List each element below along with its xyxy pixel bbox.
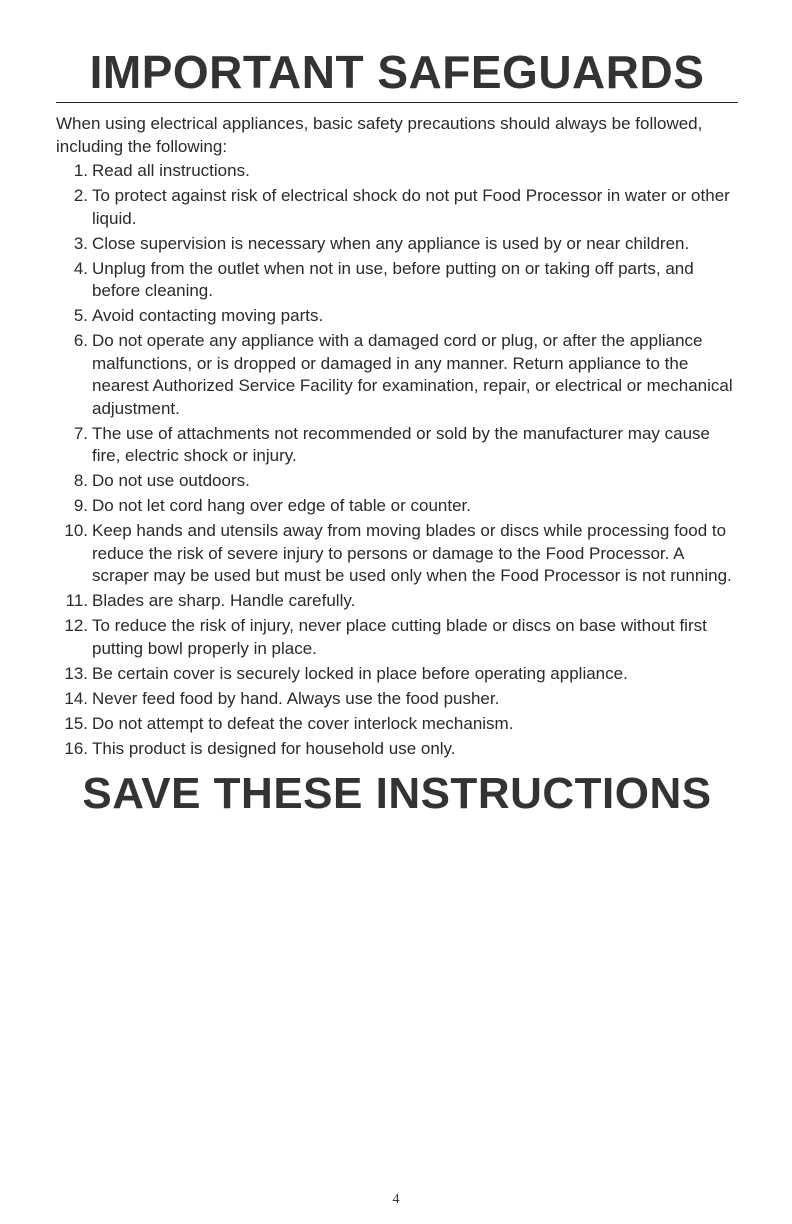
item-number: 5.	[73, 306, 88, 325]
list-item	[56, 688, 738, 711]
item-text: Never feed food by hand. Always use the food pusher.	[92, 688, 500, 708]
page-title: IMPORTANT SAFEGUARDS	[56, 44, 738, 103]
list-item	[56, 470, 738, 493]
list-item	[56, 615, 738, 660]
item-number: 8.	[73, 471, 88, 490]
item-number: 10.	[64, 521, 88, 540]
page-number: 4	[392, 1192, 400, 1207]
item-number: 3.	[73, 233, 88, 253]
item-number: 11.	[65, 591, 88, 610]
item-number: 1.	[73, 161, 88, 180]
intro-paragraph: When using electrical appliances, basic safety precautions should always be followed, including the following:	[56, 114, 703, 156]
item-text: Unplug from the outlet when not in use, before putting on or taking off parts, and before cleaning.	[92, 258, 694, 300]
item-text: Avoid contacting moving parts.	[92, 306, 324, 325]
safeguards-page	[56, 44, 738, 820]
item-text: Be certain cover is securely locked in place before operating appliance.	[92, 663, 628, 683]
list-item	[56, 305, 738, 328]
item-number: 14.	[64, 688, 88, 708]
item-text: Blades are sharp. Handle carefully.	[92, 591, 356, 610]
item-number: 7.	[73, 423, 88, 443]
item-text: Do not operate any appliance with a damaged cord or plug, or after the appliance malfunctions, or is dropped or damaged in any manner. Return appliance to the nearest Authorized Service Facility for examination, repair, or electrical or mechanical adjustment.	[92, 331, 733, 418]
list-item	[56, 713, 738, 736]
item-text: Read all instructions.	[92, 161, 250, 180]
list-item	[56, 520, 738, 588]
item-number: 6.	[73, 331, 88, 350]
item-text: Do not use outdoors.	[92, 471, 250, 490]
item-text: Close supervision is necessary when any appliance is used by or near children.	[92, 233, 690, 253]
item-number: 13.	[64, 663, 88, 683]
list-item	[56, 258, 738, 303]
item-number: 2.	[73, 186, 88, 205]
list-item	[56, 590, 738, 613]
item-text: Do not attempt to defeat the cover interlock mechanism.	[92, 713, 514, 733]
item-text: To reduce the risk of injury, never place cutting blade or discs on base without first putting bowl properly in place.	[92, 616, 707, 658]
item-text: To protect against risk of electrical shock do not put Food Processor in water or other liquid.	[92, 186, 730, 228]
item-number: 16.	[64, 738, 88, 758]
list-item	[56, 663, 738, 686]
safeguard-list	[56, 160, 738, 760]
list-item	[56, 495, 738, 518]
item-number: 4.	[73, 258, 88, 278]
item-number: 12.	[64, 616, 88, 635]
list-item	[56, 185, 738, 230]
closing-heading: SAVE THESE INSTRUCTIONS	[82, 769, 712, 818]
item-number: 9.	[73, 496, 88, 515]
item-text: The use of attachments not recommended or sold by the manufacturer may cause fire, electric shock or injury.	[92, 423, 710, 465]
item-text: Do not let cord hang over edge of table or counter.	[92, 496, 471, 515]
list-item	[56, 233, 738, 256]
item-text: Keep hands and utensils away from moving blades or discs while processing food to reduce the risk of severe injury to persons or damage to the Food Processor. A scraper may be used but must be used only when the Food Processor is not running.	[92, 521, 732, 585]
list-item	[56, 738, 738, 761]
list-item	[56, 160, 738, 183]
item-number: 15.	[64, 713, 88, 733]
item-text: This product is designed for household use only.	[92, 738, 456, 758]
list-item	[56, 330, 738, 420]
list-item	[56, 423, 738, 468]
